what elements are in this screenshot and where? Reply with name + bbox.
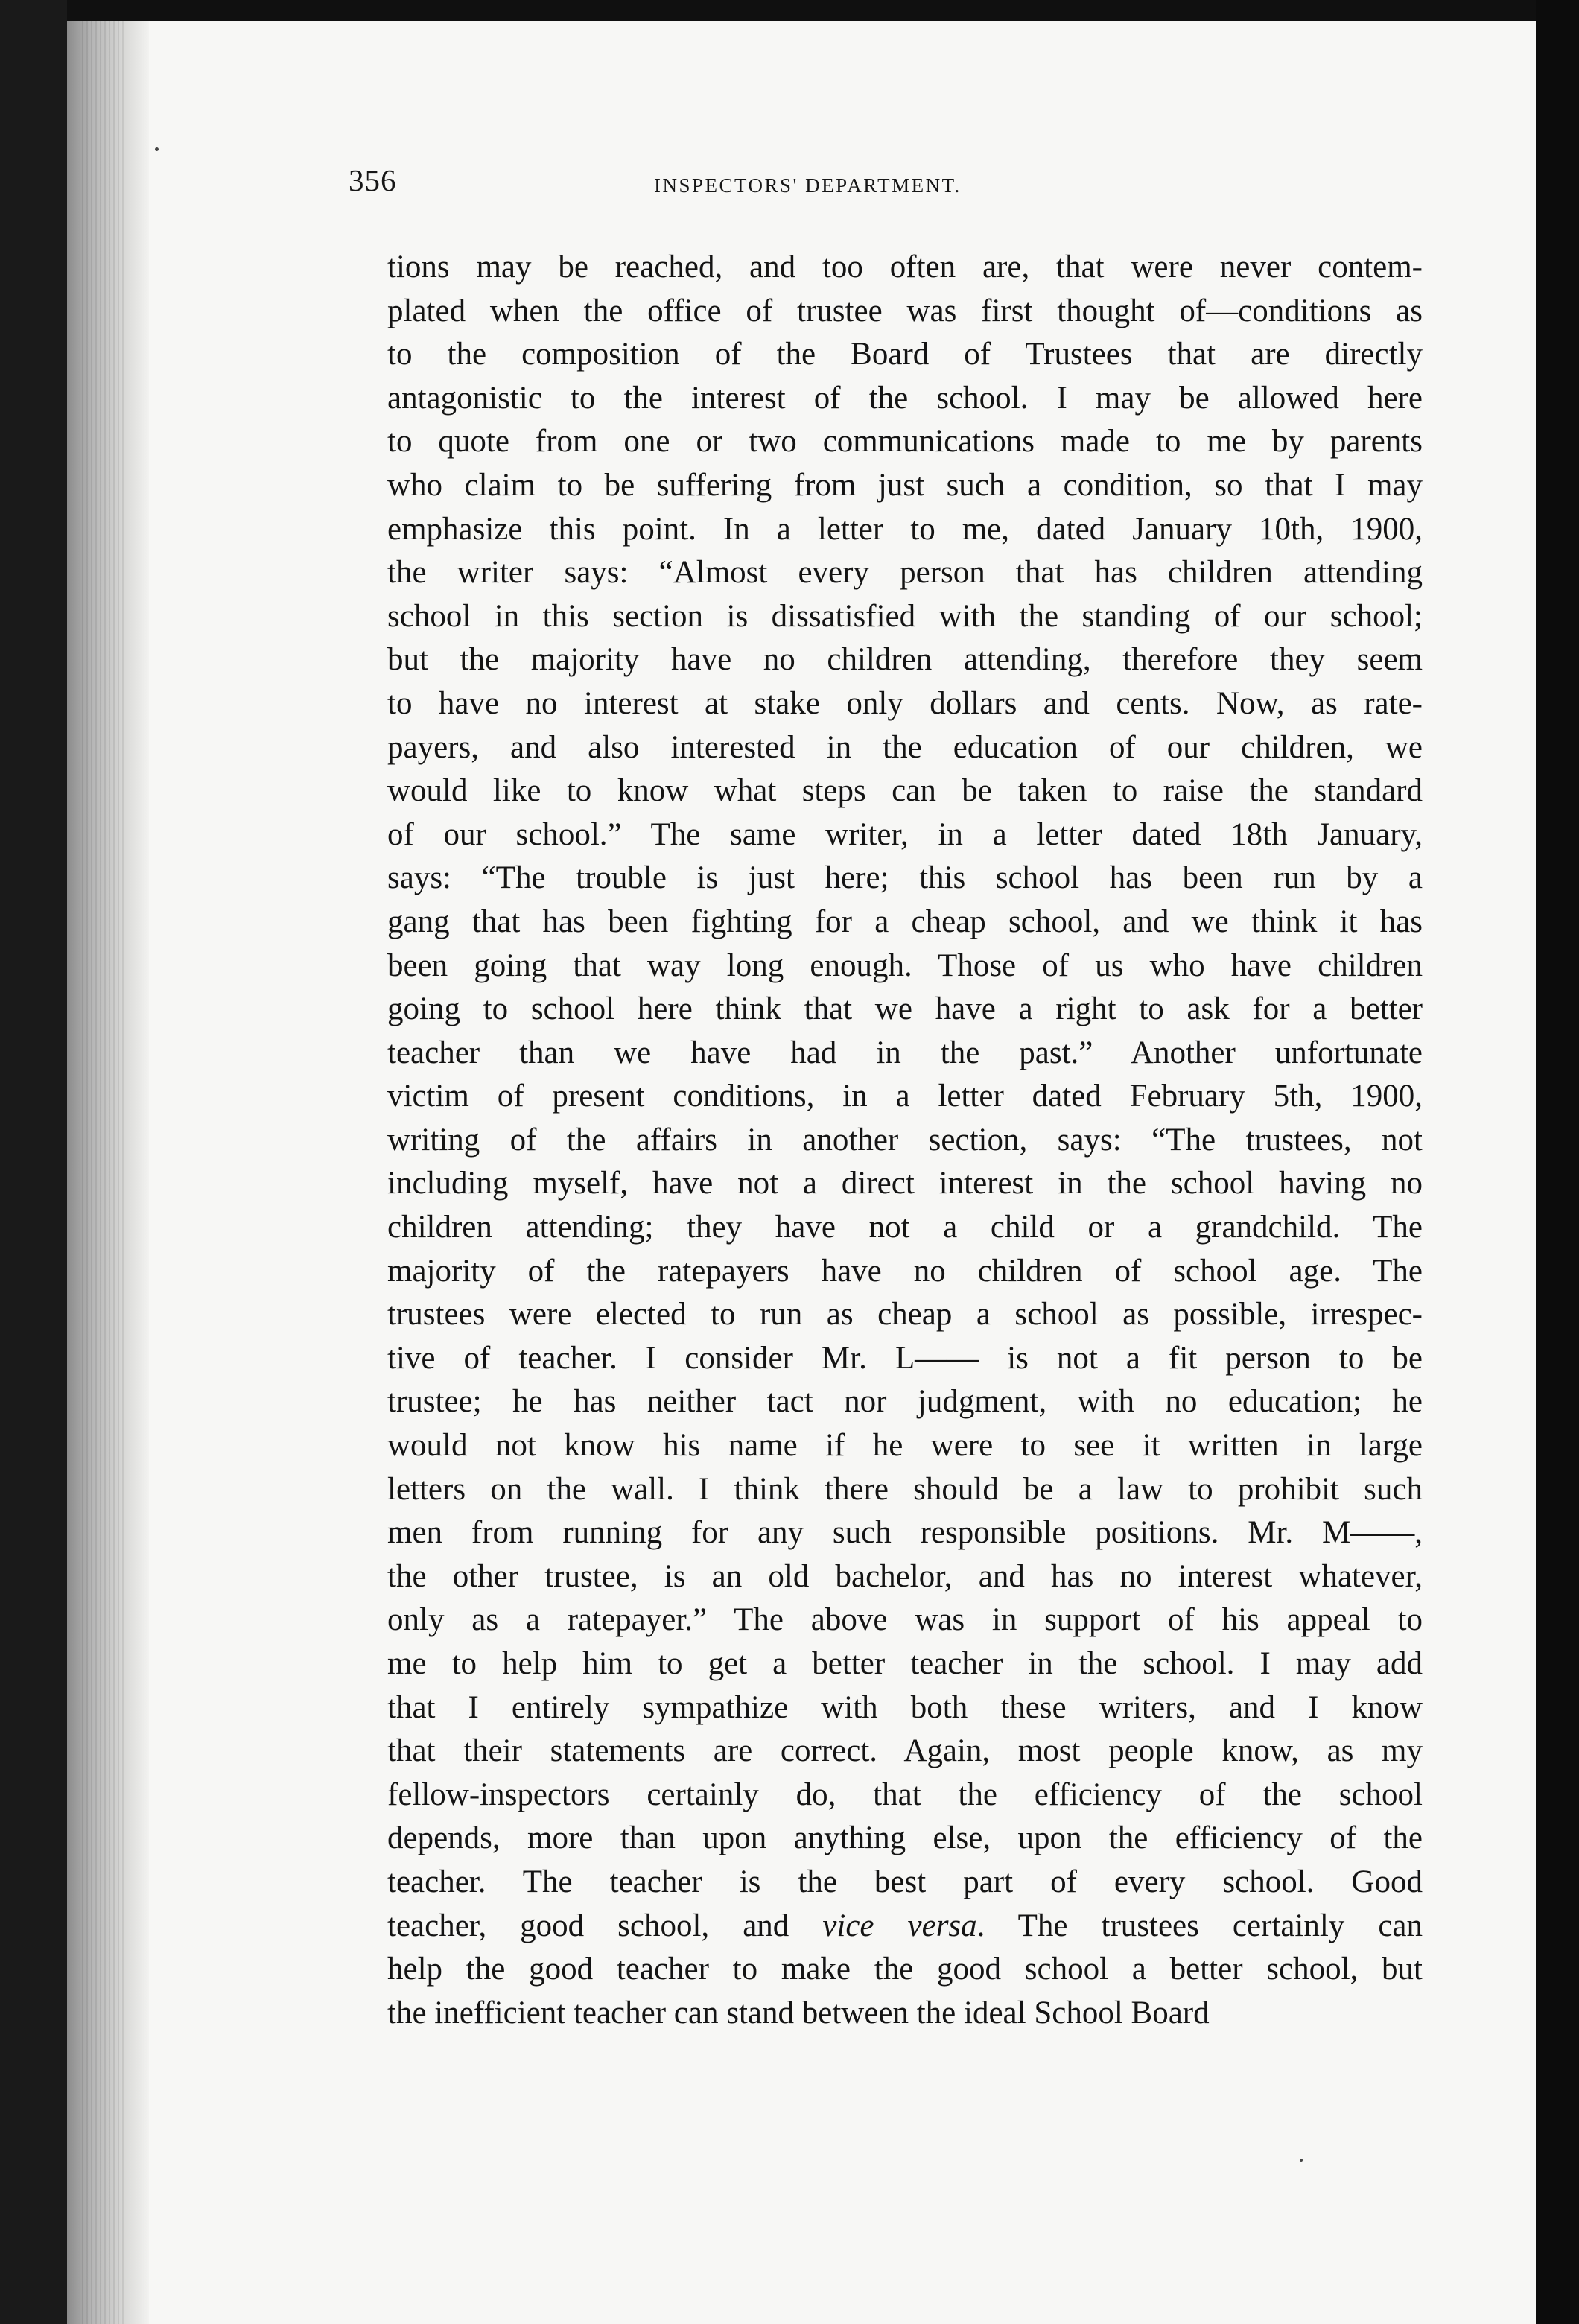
scan-speck	[1300, 2159, 1303, 2162]
text-line: gang that has been fighting for a cheap school, and we think it has	[387, 904, 1423, 939]
text-line: would not know his name if he were to see it written in large	[387, 1428, 1423, 1464]
text-line: writing of the affairs in another section, says: “The trustees, not	[387, 1122, 1423, 1158]
text-line: the writer says: “Almost every person that has children attending	[387, 555, 1423, 591]
scan-speck	[155, 147, 159, 151]
text-line: teacher. The teacher is the best part of every school. Good	[387, 1864, 1423, 1899]
running-head: INSPECTORS' DEPARTMENT.	[654, 174, 962, 197]
text-line: letters on the wall. I think there should be a law to prohibit such	[387, 1471, 1423, 1507]
text-line: says: “The trouble is just here; this school has been run by a	[387, 860, 1423, 896]
text-line: to have no interest at stake only dollars and cents. Now, as rate-	[387, 685, 1423, 721]
italic-phrase: vice versa	[822, 1908, 977, 1943]
page-number: 356	[349, 163, 397, 197]
text-line: depends, more than upon anything else, upon the efficiency of the	[387, 1820, 1423, 1856]
text-line: the other trustee, is an old bachelor, and has no interest whatever,	[387, 1558, 1423, 1594]
text-line: including myself, have not a direct interest in the school having no	[387, 1166, 1423, 1201]
text-line: would like to know what steps can be taken to raise the standard	[387, 773, 1423, 809]
text-line: plated when the office of trustee was first thought of—conditions as	[387, 293, 1423, 328]
body-text	[387, 246, 1423, 2035]
text-line: children attending; they have not a child or a grandchild. The	[387, 1210, 1423, 1245]
text-line: the inefficient teacher can stand between the ideal School Board	[387, 1995, 1210, 2031]
text-line: who claim to be suffering from just such a condition, so that I may	[387, 467, 1423, 503]
scan-border-right	[1536, 0, 1579, 2324]
text-line: but the majority have no children attending, therefore they seem	[387, 642, 1423, 678]
text-line: that their statements are correct. Again, most people know, as my	[387, 1733, 1423, 1769]
text-line: emphasize this point. In a letter to me, dated January 10th, 1900,	[387, 511, 1423, 547]
text-line: that I entirely sympathize with both these writers, and I know	[387, 1689, 1423, 1725]
text-line: me to help him to get a better teacher in the school. I may add	[387, 1646, 1423, 1681]
text-line: majority of the ratepayers have no children of school age. The	[387, 1253, 1423, 1289]
page-gutter-shadow	[67, 21, 149, 2324]
page-header	[349, 162, 1131, 207]
text-line: to the composition of the Board of Trustees that are directly	[387, 337, 1423, 372]
text-line: teacher than we have had in the past.” Another unfortunate	[387, 1035, 1423, 1070]
text-line: victim of present conditions, in a letter dated February 5th, 1900,	[387, 1079, 1423, 1114]
text-line: teacher, good school, and vice versa. The trustees certainly can	[387, 1908, 1423, 1943]
text-line: tions may be reached, and too often are, that were never contem-	[387, 250, 1423, 285]
text-line: help the good teacher to make the good school a better school, but	[387, 1952, 1423, 1987]
text-line: trustees were elected to run as cheap a school as possible, irrespec-	[387, 1297, 1423, 1333]
text-line: trustee; he has neither tact nor judgment, with no education; he	[387, 1384, 1423, 1420]
text-line: payers, and also interested in the education of our children, we	[387, 729, 1423, 765]
text-line: been going that way long enough. Those of us who have children	[387, 947, 1423, 983]
text-line: men from running for any such responsible positions. Mr. M——,	[387, 1515, 1423, 1551]
page-edge-lines	[82, 21, 127, 2324]
scan-border-top	[0, 0, 1579, 22]
text-line: going to school here think that we have a right to ask for a better	[387, 991, 1423, 1027]
text-line: fellow-inspectors certainly do, that the efficiency of the school	[387, 1777, 1423, 1812]
text-line: to quote from one or two communications made to me by parents	[387, 424, 1423, 460]
text-line: tive of teacher. I consider Mr. L—— is not a fit person to be	[387, 1340, 1423, 1376]
text-line: school in this section is dissatisfied with the standing of our school;	[387, 598, 1423, 634]
text-line: antagonistic to the interest of the school. I may be allowed here	[387, 380, 1423, 416]
text-line: of our school.” The same writer, in a letter dated 18th January,	[387, 816, 1423, 852]
text-line: only as a ratepayer.” The above was in support of his appeal to	[387, 1602, 1423, 1638]
scan-border-left	[0, 0, 67, 2324]
